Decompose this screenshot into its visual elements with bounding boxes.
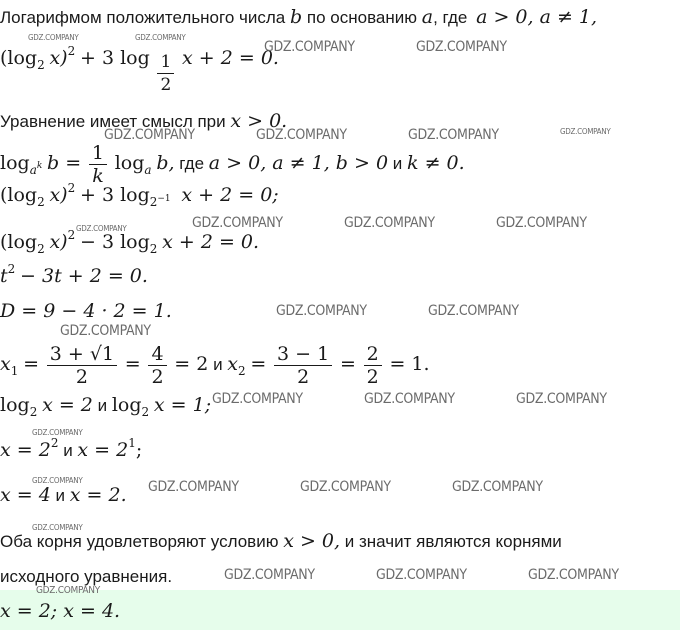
watermark: GDZ.COMPANY xyxy=(560,127,611,136)
line-7 xyxy=(0,262,148,288)
math-condition: x > 0, xyxy=(283,530,341,552)
fraction-den: 2 xyxy=(151,366,164,389)
fraction xyxy=(274,343,332,388)
math: log xyxy=(0,151,30,174)
text: где xyxy=(179,153,205,173)
watermark: GDZ.COMPANY xyxy=(344,215,435,231)
math: b = xyxy=(47,151,82,174)
math: t xyxy=(0,265,8,287)
line-14 xyxy=(0,567,172,587)
watermark: GDZ.COMPANY xyxy=(224,567,315,583)
line-10 xyxy=(0,395,211,417)
watermark: GDZ.COMPANY xyxy=(264,39,355,55)
math: = 2 xyxy=(174,353,209,375)
watermark: GDZ.COMPANY xyxy=(76,224,127,233)
math: D = 9 − 4 · 2 = 1. xyxy=(0,300,172,322)
math: log xyxy=(114,151,145,174)
math-sub: 1 xyxy=(10,364,19,378)
fraction-base xyxy=(157,51,174,96)
math: x + 2 = 0; xyxy=(181,184,279,206)
fraction-den: 2 xyxy=(157,73,174,96)
math: x) xyxy=(49,184,68,206)
watermark: GDZ.COMPANY xyxy=(32,523,83,532)
watermark: GDZ.COMPANY xyxy=(276,303,367,319)
math-sup: 2 xyxy=(7,262,16,276)
math-sub: 2 xyxy=(238,364,246,378)
watermark: GDZ.COMPANY xyxy=(104,127,195,143)
watermark: GDZ.COMPANY xyxy=(416,39,507,55)
fraction-num: 3 + √1 xyxy=(47,343,117,366)
math-sub-exp: −1 xyxy=(157,194,171,204)
math-sub: a xyxy=(144,162,152,177)
fraction xyxy=(47,343,117,388)
math-condition: a > 0, a ≠ 1, b > 0 xyxy=(208,151,389,174)
math: x + 2 = 0. xyxy=(162,231,260,253)
line-8 xyxy=(0,301,172,322)
watermark: GDZ.COMPANY xyxy=(60,323,151,339)
math-sup: 1 xyxy=(128,436,136,450)
math: − 3t + 2 = 0. xyxy=(20,265,148,287)
fraction-den: 2 xyxy=(75,366,88,389)
math: (log xyxy=(0,184,38,206)
fraction-num: 1 xyxy=(89,142,107,165)
fraction-num: 1 xyxy=(160,52,172,72)
fraction-den: k xyxy=(92,165,104,187)
math: = 1. xyxy=(389,353,430,375)
math-sub: 2 xyxy=(37,195,45,209)
math: log xyxy=(0,394,30,416)
math: x = 2 xyxy=(77,439,129,461)
watermark: GDZ.COMPANY xyxy=(528,567,619,583)
watermark: GDZ.COMPANY xyxy=(192,215,283,231)
fraction xyxy=(148,343,166,388)
fraction xyxy=(89,142,107,187)
text: и xyxy=(63,441,73,460)
answer-line xyxy=(0,601,120,622)
math: + 3 log xyxy=(79,184,150,206)
math: = xyxy=(124,353,141,375)
fraction-num: 3 − 1 xyxy=(274,343,332,366)
math: − 3 log xyxy=(79,231,150,253)
watermark: GDZ.COMPANY xyxy=(408,127,499,143)
math-sup: 2 xyxy=(50,436,59,450)
math-sup: 2 xyxy=(67,228,76,242)
text: и xyxy=(55,486,66,505)
line-9 xyxy=(0,340,430,390)
text: по основанию xyxy=(306,8,418,27)
math: + 3 log xyxy=(79,46,150,69)
watermark: GDZ.COMPANY xyxy=(364,391,455,407)
math: log xyxy=(111,394,142,416)
math: ; xyxy=(135,439,143,461)
watermark: GDZ.COMPANY xyxy=(376,567,467,583)
math-sub-base: 2 xyxy=(149,195,158,209)
fraction-num: 2 xyxy=(364,343,382,366)
math-sub: 2 xyxy=(37,57,45,72)
math: x = 1; xyxy=(153,394,212,416)
math: (log xyxy=(0,231,38,253)
math-condition: k ≠ 0. xyxy=(407,151,465,174)
text: и значит являются корнями xyxy=(344,532,562,551)
math: x) xyxy=(49,231,68,253)
fraction-den: 2 xyxy=(297,366,310,389)
math: x + 2 = 0. xyxy=(182,46,279,69)
math-condition: a > 0, a ≠ 1, xyxy=(476,6,598,28)
fraction-den: 2 xyxy=(366,366,379,389)
text: и xyxy=(97,396,108,415)
math-sup: 2 xyxy=(67,43,76,58)
watermark: GDZ.COMPANY xyxy=(212,391,303,407)
watermark: GDZ.COMPANY xyxy=(256,127,347,143)
watermark: GDZ.COMPANY xyxy=(135,33,186,42)
line-2 xyxy=(0,37,279,95)
math: x = 2 xyxy=(0,439,51,461)
math-sub xyxy=(150,195,171,209)
math-sub: 2 xyxy=(149,242,158,256)
line-11 xyxy=(0,436,143,462)
math-sup-k: k xyxy=(36,160,43,171)
math: x = 2. xyxy=(69,484,127,506)
math-sub: 2 xyxy=(141,405,150,419)
watermark: GDZ.COMPANY xyxy=(516,391,607,407)
fraction-num: 4 xyxy=(148,343,166,366)
math: b, xyxy=(156,151,175,174)
watermark: GDZ.COMPANY xyxy=(452,479,543,495)
math: (log xyxy=(0,46,38,69)
watermark: GDZ.COMPANY xyxy=(32,428,83,437)
math-var: a xyxy=(421,6,434,28)
watermark: GDZ.COMPANY xyxy=(32,476,83,485)
math: x xyxy=(227,353,239,375)
math: x = 2 xyxy=(42,394,93,416)
watermark: GDZ.COMPANY xyxy=(36,585,100,596)
line-13 xyxy=(0,531,562,552)
text: и xyxy=(213,355,223,374)
math-var: b xyxy=(289,6,303,28)
line-1 xyxy=(0,7,597,28)
watermark: GDZ.COMPANY xyxy=(496,215,587,231)
math-sub-a: a xyxy=(29,162,37,177)
math: = xyxy=(250,353,267,375)
math: = xyxy=(23,353,40,375)
text: , где xyxy=(433,8,468,27)
math-sup: 2 xyxy=(67,181,76,195)
text: и xyxy=(392,153,403,173)
text: Оба корня удовлетворяют условию xyxy=(0,532,279,551)
math-condition: x > 0. xyxy=(230,110,288,132)
text: Логарифмом положительного числа xyxy=(0,8,286,27)
watermark: GDZ.COMPANY xyxy=(148,479,239,495)
line-5 xyxy=(0,181,279,209)
answer: x = 2; x = 4. xyxy=(0,600,121,622)
math-sub xyxy=(29,160,43,177)
watermark: GDZ.COMPANY xyxy=(428,303,519,319)
math: x xyxy=(0,353,11,375)
watermark: GDZ.COMPANY xyxy=(28,33,79,42)
math: x = 4 xyxy=(0,484,51,506)
fraction xyxy=(364,343,382,388)
math-sub: 2 xyxy=(37,242,45,256)
math: = xyxy=(339,353,356,375)
math: x) xyxy=(49,46,68,69)
text: Уравнение имеет смысл при xyxy=(0,112,226,131)
line-12 xyxy=(0,485,127,506)
watermark: GDZ.COMPANY xyxy=(300,479,391,495)
math-sub: 2 xyxy=(29,405,38,419)
text: исходного уравнения. xyxy=(0,567,173,586)
